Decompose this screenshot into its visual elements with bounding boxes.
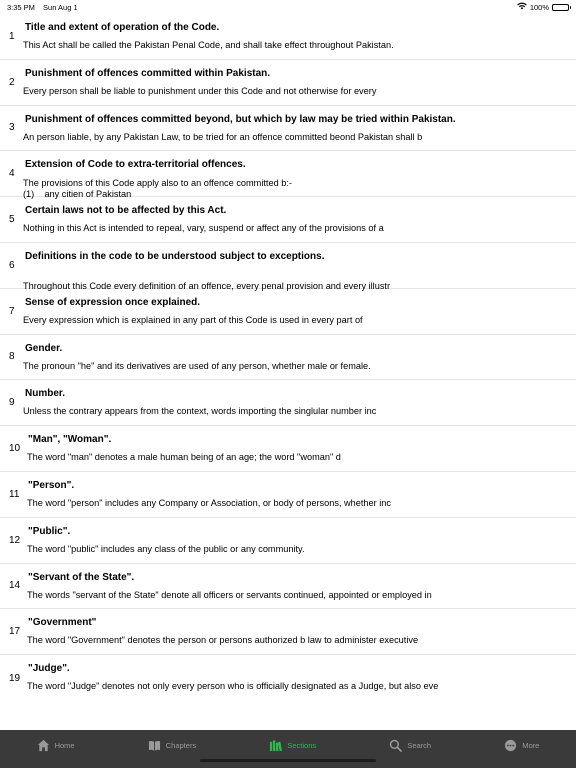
section-title: "Man", "Woman". bbox=[28, 434, 112, 446]
section-number: 7 bbox=[9, 305, 15, 317]
tab-label: Home bbox=[54, 741, 75, 750]
tab-bar bbox=[0, 730, 576, 768]
section-number: 1 bbox=[9, 30, 15, 42]
section-text: Every person shall be liable to punishment under this Code and not otherwise for every bbox=[23, 85, 377, 96]
section-number: 10 bbox=[9, 443, 21, 455]
section-row[interactable] bbox=[0, 564, 576, 610]
section-text: The pronoun "he" and its derivatives are used of any person, whether male or female. bbox=[23, 360, 371, 371]
section-text: The provisions of this Code apply also to an offence committed b:- (1) any citien of Pakistan bbox=[23, 178, 292, 199]
search-icon bbox=[389, 739, 402, 752]
section-number: 14 bbox=[9, 580, 21, 592]
book-icon bbox=[148, 739, 161, 752]
section-number: 11 bbox=[9, 488, 20, 500]
section-title: Definitions in the code to be understood subject to exceptions. bbox=[25, 250, 325, 262]
section-number: 12 bbox=[9, 534, 21, 546]
section-number: 4 bbox=[9, 168, 15, 180]
tab-label: Search bbox=[407, 741, 432, 750]
section-text: Every expression which is explained in any part of this Code is used in every part of bbox=[23, 314, 363, 325]
tab-more[interactable] bbox=[504, 739, 539, 752]
section-number: 6 bbox=[9, 259, 15, 271]
section-title: Sense of expression once explained. bbox=[25, 296, 201, 308]
section-title: Gender. bbox=[25, 342, 63, 354]
section-text: The word "person" includes any Company or Association, or body of persons, whether inc bbox=[27, 497, 392, 508]
section-title: Extension of Code to extra-territorial offences. bbox=[25, 159, 246, 171]
section-row[interactable] bbox=[0, 197, 576, 243]
tab-label: Sections bbox=[287, 741, 317, 750]
wifi-icon bbox=[517, 2, 527, 12]
tab-home[interactable] bbox=[37, 739, 75, 752]
section-number: 5 bbox=[9, 214, 15, 226]
home-icon bbox=[37, 739, 50, 752]
section-number: 2 bbox=[9, 76, 15, 88]
section-title: Number. bbox=[25, 388, 66, 400]
section-title: Title and extent of operation of the Code. bbox=[25, 22, 220, 33]
section-text: This Act shall be called the Pakistan Penal Code, and shall take effect throughout Pakistan. bbox=[23, 40, 394, 50]
section-number: 19 bbox=[9, 672, 21, 684]
section-text: The word "man" denotes a male human being of an age; the word "woman" d bbox=[27, 452, 341, 463]
home-indicator[interactable] bbox=[200, 759, 376, 762]
section-title: Punishment of offences committed beyond, but which by law may be tried within Pakistan. bbox=[25, 113, 456, 125]
section-text: The words "servant of the State" denote all officers or servants continued, appointed or employed in bbox=[27, 589, 432, 600]
tab-label: More bbox=[522, 741, 540, 750]
section-title: Punishment of offences committed within Pakistan. bbox=[25, 67, 271, 79]
more-icon bbox=[504, 739, 517, 752]
tab-label: Chapters bbox=[165, 741, 197, 750]
section-text: The word "Judge" denotes not only every person who is officially designated as a Judge, but also eve bbox=[27, 681, 439, 692]
section-text: Nothing in this Act is intended to repeal, vary, suspend or affect any of the provisions of a bbox=[23, 223, 384, 234]
section-row[interactable] bbox=[0, 609, 576, 655]
section-title: "Public". bbox=[28, 525, 71, 537]
section-title: "Judge". bbox=[28, 663, 70, 675]
section-title: "Servant of the State". bbox=[28, 571, 135, 583]
status-left bbox=[7, 3, 78, 12]
section-row[interactable] bbox=[0, 14, 576, 60]
section-number: 3 bbox=[9, 122, 15, 134]
section-text: The word "public" includes any class of the public or any community. bbox=[27, 543, 305, 554]
section-text: The word "Government" denotes the person or persons authorized b law to administer executive bbox=[27, 635, 419, 646]
section-title: "Person". bbox=[28, 479, 75, 491]
section-text: An person liable, by any Pakistan Law, to be tried for an offence committed beond Pakistan shall b bbox=[23, 131, 423, 142]
section-row[interactable] bbox=[0, 518, 576, 564]
section-row[interactable] bbox=[0, 655, 576, 701]
status-right bbox=[517, 2, 569, 12]
status-bar bbox=[0, 0, 576, 14]
tab-chapters[interactable] bbox=[148, 739, 196, 752]
tab-sections[interactable] bbox=[269, 739, 316, 752]
section-row[interactable] bbox=[0, 106, 576, 152]
section-row[interactable] bbox=[0, 426, 576, 472]
battery-icon bbox=[552, 4, 569, 11]
section-row[interactable] bbox=[0, 243, 576, 289]
section-row[interactable] bbox=[0, 151, 576, 197]
status-time: 3:35 PM bbox=[7, 3, 35, 12]
tab-search[interactable] bbox=[389, 739, 431, 752]
section-row[interactable] bbox=[0, 289, 576, 335]
battery-percent: 100% bbox=[529, 2, 549, 12]
sections-list[interactable] bbox=[0, 14, 576, 701]
section-text: Unless the contrary appears from the context, words importing the singlular number inc bbox=[23, 406, 377, 417]
section-row[interactable] bbox=[0, 335, 576, 381]
section-row[interactable] bbox=[0, 380, 576, 426]
status-date: Sun Aug 1 bbox=[43, 3, 78, 12]
section-number: 17 bbox=[9, 626, 21, 638]
section-row[interactable] bbox=[0, 472, 576, 518]
section-row[interactable] bbox=[0, 60, 576, 106]
section-number: 9 bbox=[9, 397, 15, 409]
books-icon bbox=[269, 739, 282, 752]
section-title: "Government" bbox=[28, 617, 97, 629]
section-title: Certain laws not to be affected by this Act. bbox=[25, 205, 227, 217]
section-text: Throughout this Code every definition of an offence, every penal provision and every illustr bbox=[23, 280, 391, 291]
section-number: 8 bbox=[9, 351, 15, 363]
